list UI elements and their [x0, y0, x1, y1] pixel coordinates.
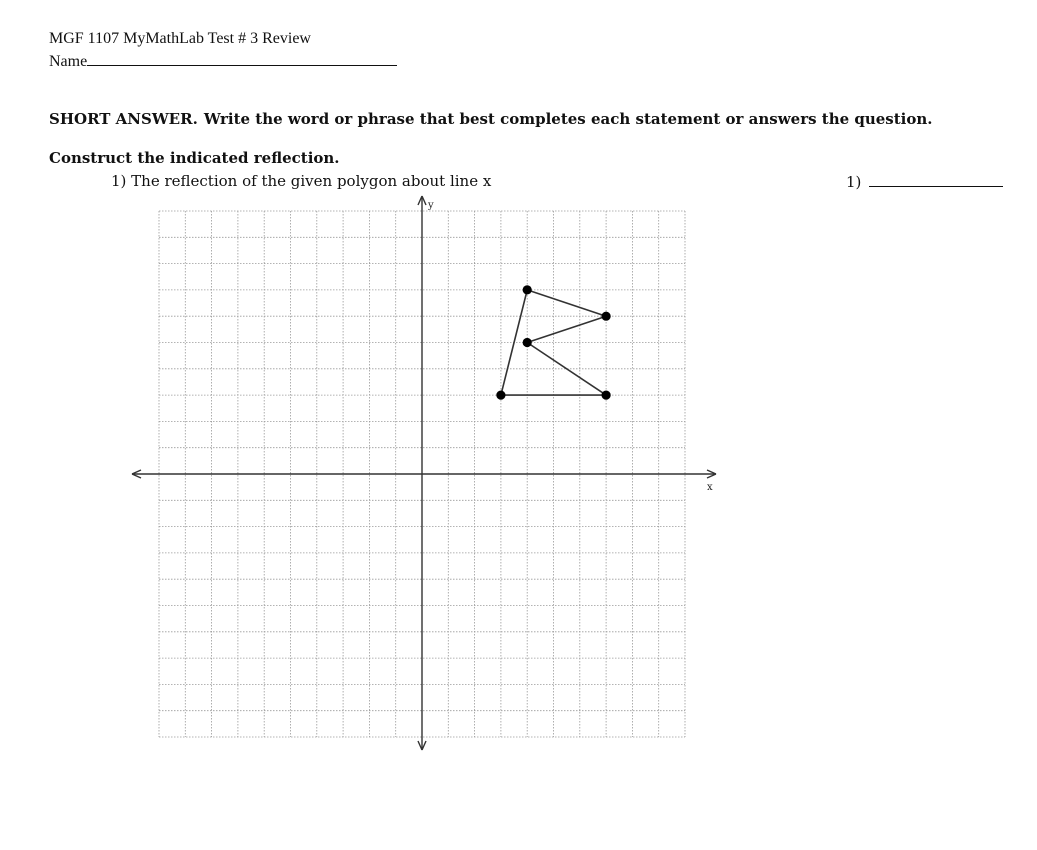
polygon-vertex [602, 312, 611, 321]
coordinate-graph [120, 190, 730, 765]
polygon-vertex [602, 391, 611, 400]
polygon-vertex [496, 391, 505, 400]
question-1-prompt: 1) The reflection of the given polygon about line x [111, 172, 492, 190]
question-1-answer [846, 172, 1003, 191]
name-blank-line[interactable] [87, 50, 397, 66]
instructions-lead: SHORT ANSWER. [49, 110, 198, 128]
y-axis-label: y [428, 200, 434, 211]
instructions [49, 110, 933, 128]
polygon-vertex [523, 285, 532, 294]
polygon-vertex [523, 338, 532, 347]
name-field [49, 50, 397, 71]
axes [132, 196, 716, 750]
answer-label: 1) [846, 173, 862, 191]
name-label: Name [49, 53, 88, 70]
section-heading: Construct the indicated reflection. [49, 149, 340, 167]
instructions-text: Write the word or phrase that best completes each statement or answers the question. [203, 110, 933, 128]
worksheet-title: MGF 1107 MyMathLab Test # 3 Review [49, 30, 311, 47]
answer-blank-line[interactable] [869, 172, 1003, 187]
x-axis-label: x [707, 482, 713, 493]
